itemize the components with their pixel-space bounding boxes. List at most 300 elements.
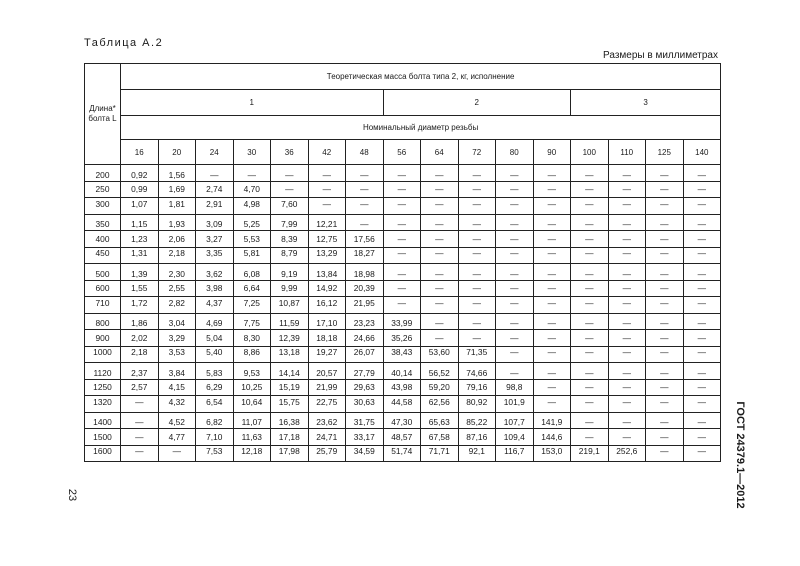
mass-cell: 10,25 [233,379,271,396]
mass-cell: — [533,231,571,248]
mass-cell: — [683,231,721,248]
mass-cell: 17,98 [271,445,309,462]
mass-cell: — [196,165,234,182]
mass-cell: 101,9 [496,396,534,413]
mass-cell: 7,60 [271,198,309,215]
mass-cell: 7,25 [233,297,271,314]
mass-cell: 19,27 [308,346,346,363]
length-cell: 200 [85,165,121,182]
length-cell: 1120 [85,363,121,380]
mass-cell: — [571,412,609,429]
mass-cell: — [571,363,609,380]
mass-cell: — [496,330,534,347]
mass-cell: — [458,165,496,182]
mass-cell: 25,79 [308,445,346,462]
mass-cell: 10,87 [271,297,309,314]
mass-cell: — [683,346,721,363]
mass-cell: 6,64 [233,280,271,297]
length-cell: 710 [85,297,121,314]
mass-cell: — [608,396,646,413]
mass-cell: — [571,181,609,198]
mass-cell: — [346,214,384,231]
mass-cell: — [608,264,646,281]
table-row [85,165,721,182]
mass-cell: 8,86 [233,346,271,363]
table-row [85,214,721,231]
mass-cell: — [646,396,684,413]
mass-cell: 15,19 [271,379,309,396]
mass-cell: — [646,346,684,363]
mass-cell: — [496,214,534,231]
mass-cell: — [683,396,721,413]
mass-cell: — [121,429,159,446]
mass-cell: — [571,198,609,215]
mass-cell: — [608,214,646,231]
mass-cell: 85,22 [458,412,496,429]
mass-cell: 1,86 [121,313,159,330]
mass-cell: 51,74 [383,445,421,462]
diameter-header-cell: 36 [271,140,309,165]
mass-cell: 17,10 [308,313,346,330]
variant-header-3: 3 [571,90,721,116]
mass-cell: 2,82 [158,297,196,314]
mass-cell: 3,53 [158,346,196,363]
mass-cell: 1,39 [121,264,159,281]
length-cell: 500 [85,264,121,281]
mass-cell: — [383,231,421,248]
mass-cell: — [646,313,684,330]
mass-cell: — [308,165,346,182]
length-cell: 300 [85,198,121,215]
table-row [85,198,721,215]
mass-cell: — [683,247,721,264]
mass-cell: — [421,198,459,215]
mass-cell: — [533,264,571,281]
mass-cell: 107,7 [496,412,534,429]
mass-cell: — [683,297,721,314]
document-code: ГОСТ 24379.1—2012 [734,401,746,509]
mass-cell: — [571,297,609,314]
mass-cell: — [421,264,459,281]
length-cell: 900 [85,330,121,347]
mass-cell: — [346,198,384,215]
mass-cell: — [571,330,609,347]
mass-cell: 7,10 [196,429,234,446]
mass-cell: — [571,346,609,363]
mass-cell: 1,23 [121,231,159,248]
mass-cell: — [683,280,721,297]
mass-cell: 13,29 [308,247,346,264]
table-row [85,330,721,347]
mass-cell: — [608,346,646,363]
diameter-header-cell: 64 [421,140,459,165]
mass-cell: 141,9 [533,412,571,429]
mass-cell: 7,53 [196,445,234,462]
mass-cell: 30,63 [346,396,384,413]
mass-cell: 3,98 [196,280,234,297]
mass-cell: — [383,280,421,297]
mass-cell: 1,72 [121,297,159,314]
mass-cell: — [458,181,496,198]
mass-cell: 12,39 [271,330,309,347]
mass-cell: — [646,330,684,347]
diameter-row [85,140,721,165]
mass-cell: — [533,363,571,380]
mass-cell: — [421,165,459,182]
mass-cell: 3,27 [196,231,234,248]
mass-cell: 8,79 [271,247,309,264]
diameter-header-cell: 125 [646,140,684,165]
mass-cell: — [421,181,459,198]
table-row [85,412,721,429]
mass-cell: 24,71 [308,429,346,446]
mass-cell: — [646,429,684,446]
mass-cell: 144,6 [533,429,571,446]
length-cell: 1250 [85,379,121,396]
mass-cell: — [571,231,609,248]
mass-cell: 27,79 [346,363,384,380]
mass-cell: 4,77 [158,429,196,446]
mass-cell: 7,99 [271,214,309,231]
mass-cell: — [383,247,421,264]
mass-cell: — [308,198,346,215]
mass-cell: 4,70 [233,181,271,198]
mass-cell: 29,63 [346,379,384,396]
mass-cell: 87,16 [458,429,496,446]
mass-cell: 2,37 [121,363,159,380]
mass-cell: — [683,198,721,215]
mass-cell: 22,75 [308,396,346,413]
mass-cell: — [458,330,496,347]
mass-cell: 16,38 [271,412,309,429]
mass-cell: — [533,396,571,413]
mass-cell: 109,4 [496,429,534,446]
mass-cell: — [533,198,571,215]
diameter-header-cell: 20 [158,140,196,165]
mass-cell: 6,54 [196,396,234,413]
table-row [85,231,721,248]
table-row [85,346,721,363]
mass-cell: — [458,313,496,330]
mass-cell: 252,6 [608,445,646,462]
mass-cell: — [646,181,684,198]
mass-cell: — [308,181,346,198]
mass-cell: 7,75 [233,313,271,330]
mass-cell: 1,55 [121,280,159,297]
mass-cell: 47,30 [383,412,421,429]
table-row [85,247,721,264]
mass-cell: — [608,313,646,330]
mass-cell: 1,31 [121,247,159,264]
mass-cell: — [571,280,609,297]
mass-cell: — [571,396,609,413]
mass-cell: — [683,214,721,231]
mass-cell: — [646,445,684,462]
mass-cell: 2,18 [121,346,159,363]
mass-cell: — [383,297,421,314]
mass-cell: — [496,165,534,182]
mass-cell: — [271,165,309,182]
mass-cell: 9,53 [233,363,271,380]
mass-cell: 15,75 [271,396,309,413]
mass-cell: — [533,313,571,330]
mass-cell: — [533,214,571,231]
mass-cell: 53,60 [421,346,459,363]
mass-cell: 2,18 [158,247,196,264]
diameter-header-cell: 30 [233,140,271,165]
mass-cell: — [646,231,684,248]
mass-cell: — [458,247,496,264]
diameter-header-cell: 110 [608,140,646,165]
mass-cell: — [646,363,684,380]
mass-cell: 1,07 [121,198,159,215]
mass-cell: 11,07 [233,412,271,429]
mass-cell: — [571,429,609,446]
mass-cell: — [271,181,309,198]
mass-cell: 8,30 [233,330,271,347]
mass-cell: — [533,297,571,314]
mass-cell: 18,98 [346,264,384,281]
mass-cell: — [458,297,496,314]
mass-cell: 11,63 [233,429,271,446]
length-column-header [85,64,121,165]
diameter-header-cell: 24 [196,140,234,165]
mass-cell: 33,17 [346,429,384,446]
mass-cell: 38,43 [383,346,421,363]
table-body [85,165,721,462]
mass-cell: — [496,247,534,264]
mass-cell: 62,56 [421,396,459,413]
mass-cell: 4,52 [158,412,196,429]
mass-cell: — [533,330,571,347]
mass-cell: — [533,379,571,396]
mass-cell: 6,82 [196,412,234,429]
mass-cell: — [608,280,646,297]
mass-cell: — [683,330,721,347]
table-row [85,181,721,198]
mass-cell: — [346,181,384,198]
length-cell: 450 [85,247,121,264]
diameter-header-cell: 48 [346,140,384,165]
mass-cell: — [608,198,646,215]
mass-cell: — [421,297,459,314]
mass-cell: 17,18 [271,429,309,446]
mass-cell: — [571,264,609,281]
mass-cell: 9,99 [271,280,309,297]
mass-cell: 2,57 [121,379,159,396]
mass-cell: 5,04 [196,330,234,347]
mass-cell: — [421,214,459,231]
mass-cell: 71,35 [458,346,496,363]
mass-cell: 40,14 [383,363,421,380]
mass-cell: — [533,280,571,297]
diameter-header-cell: 56 [383,140,421,165]
mass-cell: — [646,247,684,264]
mass-cell: 4,15 [158,379,196,396]
mass-cell: 1,15 [121,214,159,231]
mass-cell: — [608,429,646,446]
bolt-mass-table [84,63,721,462]
table-row [85,429,721,446]
mass-cell: 59,20 [421,379,459,396]
mass-cell: — [683,363,721,380]
mass-cell: — [458,214,496,231]
diameter-header-cell: 72 [458,140,496,165]
mass-cell: — [421,247,459,264]
length-cell: 350 [85,214,121,231]
table-row [85,396,721,413]
mass-cell: — [496,198,534,215]
mass-cell: 13,84 [308,264,346,281]
mass-cell: 3,09 [196,214,234,231]
mass-cell: — [683,313,721,330]
table-row [85,379,721,396]
mass-cell: — [496,346,534,363]
mass-cell: 34,59 [346,445,384,462]
mass-cell: 98,8 [496,379,534,396]
mass-cell: — [646,214,684,231]
mass-cell: — [683,379,721,396]
mass-cell: 1,56 [158,165,196,182]
mass-cell: 3,04 [158,313,196,330]
mass-cell: — [683,165,721,182]
mass-cell: — [608,330,646,347]
mass-cell: — [458,264,496,281]
length-header-line1: Длина* [89,104,116,113]
mass-cell: — [121,412,159,429]
mass-cell: 23,23 [346,313,384,330]
mass-cell: 65,63 [421,412,459,429]
table-row [85,313,721,330]
mass-cell: — [571,214,609,231]
mass-cell: — [646,198,684,215]
mass-cell: 0,99 [121,181,159,198]
mass-cell: 3,35 [196,247,234,264]
mass-cell: 4,69 [196,313,234,330]
mass-cell: 6,29 [196,379,234,396]
diameter-header-cell: 90 [533,140,571,165]
mass-cell: 12,75 [308,231,346,248]
variant-header-2: 2 [383,90,571,116]
table-row [85,297,721,314]
mass-cell: — [646,165,684,182]
mass-cell: — [571,165,609,182]
mass-cell: 26,07 [346,346,384,363]
length-cell: 400 [85,231,121,248]
mass-cell: — [421,330,459,347]
mass-cell: — [458,280,496,297]
mass-cell: 24,66 [346,330,384,347]
mass-cell: — [496,313,534,330]
mass-cell: 3,29 [158,330,196,347]
mass-cell: — [458,231,496,248]
mass-cell: — [571,313,609,330]
mass-cell: 5,25 [233,214,271,231]
mass-cell: 23,62 [308,412,346,429]
table-row [85,280,721,297]
mass-cell: — [646,379,684,396]
mass-cell: 219,1 [571,445,609,462]
mass-cell: — [383,214,421,231]
length-cell: 800 [85,313,121,330]
diameter-header-cell: 16 [121,140,159,165]
mass-cell: — [608,363,646,380]
mass-cell: 5,83 [196,363,234,380]
mass-cell: — [646,297,684,314]
mass-cell: 13,18 [271,346,309,363]
mass-cell: 10,64 [233,396,271,413]
mass-cell: — [683,429,721,446]
mass-cell: 18,18 [308,330,346,347]
mass-cell: — [158,445,196,462]
table-title: Таблица А.2 [84,37,164,49]
mass-cell: 74,66 [458,363,496,380]
mass-cell: 43,98 [383,379,421,396]
diameter-header-cell: 42 [308,140,346,165]
mass-cell: — [646,264,684,281]
mass-cell: 5,53 [233,231,271,248]
units-note: Размеры в миллиметрах [603,50,718,61]
mass-cell: 33,99 [383,313,421,330]
mass-cell: 4,98 [233,198,271,215]
mass-cell: — [496,363,534,380]
mass-cell: — [533,165,571,182]
mass-cell: 31,75 [346,412,384,429]
mass-cell: — [496,231,534,248]
mass-cell: — [421,280,459,297]
mass-cell: 48,57 [383,429,421,446]
mass-cell: 2,06 [158,231,196,248]
mass-cell: 3,84 [158,363,196,380]
variant-header-1: 1 [121,90,384,116]
length-cell: 1000 [85,346,121,363]
mass-cell: — [683,264,721,281]
mass-cell: — [608,412,646,429]
mass-cell: 8,39 [271,231,309,248]
length-cell: 1500 [85,429,121,446]
mass-cell: — [683,412,721,429]
mass-cell: — [496,181,534,198]
mass-cell: 20,39 [346,280,384,297]
mass-cell: — [458,198,496,215]
mass-cell: 17,56 [346,231,384,248]
mass-cell: 14,14 [271,363,309,380]
page-number: 23 [66,488,78,502]
mass-cell: 9,19 [271,264,309,281]
mass-cell: 21,99 [308,379,346,396]
mass-cell: 5,40 [196,346,234,363]
table-row [85,445,721,462]
mass-cell: 44,58 [383,396,421,413]
length-cell: 250 [85,181,121,198]
mass-cell: — [646,280,684,297]
mass-cell: — [121,396,159,413]
mass-cell: 56,52 [421,363,459,380]
length-cell: 1400 [85,412,121,429]
mass-cell: — [683,181,721,198]
mass-cell: 18,27 [346,247,384,264]
mass-cell: — [383,165,421,182]
mass-cell: — [571,247,609,264]
mass-cell: 116,7 [496,445,534,462]
mass-cell: 21,95 [346,297,384,314]
mass-cell: 20,57 [308,363,346,380]
mass-cell: 2,55 [158,280,196,297]
mass-cell: — [233,165,271,182]
mass-cell: 14,92 [308,280,346,297]
diameter-header-cell: 80 [496,140,534,165]
table-row [85,264,721,281]
